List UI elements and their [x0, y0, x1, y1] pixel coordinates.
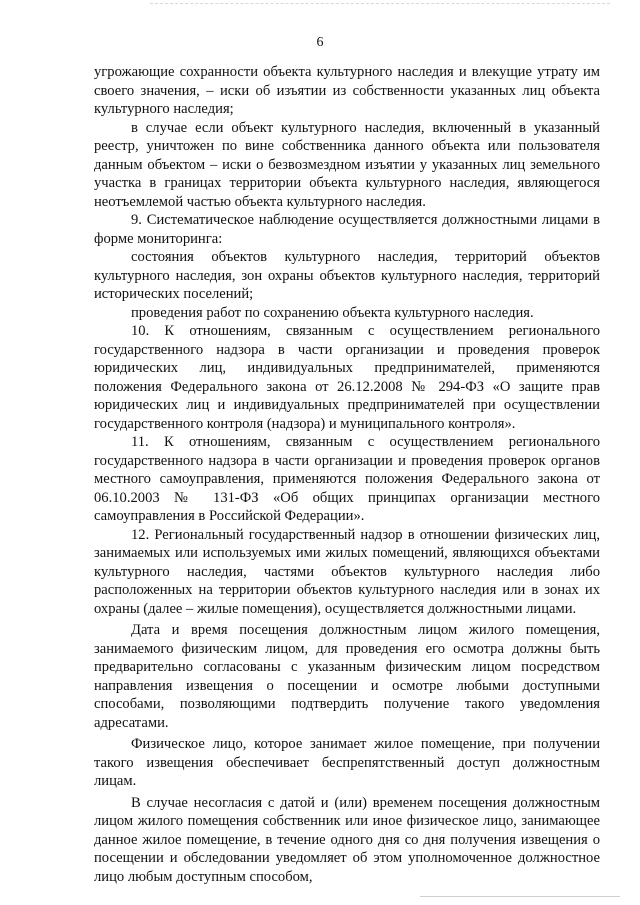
paragraph: проведения работ по сохранению объекта культурного наследия.: [131, 304, 534, 321]
paragraph: в случае если объект культурного наследия, включенный в указанный реестр, уничтожен по вине собственника данного объекта или пользователя данным объектом – иски о безвозмездном изъятии у указанных лиц земельного участка в границах территории объекта культурного наследия, являющегося неотъемлемой частью объекта культурного наследия.: [94, 119, 600, 210]
document-body: [94, 63, 600, 886]
page-number: 6: [316, 35, 324, 50]
paragraph: Дата и время посещения должностным лицом жилого помещения, занимаемого физическим лицом, для проведения его осмотра должны быть предварительно согласованы с указанным физическим лицом посредством направления извещения о посещении и осмотре любыми доступными способами, позволяющими подтвердить получение такого уведомления адресатами.: [94, 622, 600, 731]
paragraph-continuation: угрожающие сохранности объекта культурного наследия и влекущие утрату им своего значения, – иски об изъятии из собственности указанных лиц объекта культурного наследия;: [94, 64, 600, 117]
paragraph: Физическое лицо, которое занимает жилое помещение, при получении такого извещения обеспечивает беспрепятственный доступ должностным лицам.: [94, 736, 600, 789]
scan-artifact-bottom: [420, 896, 620, 897]
paragraph: В случае несогласия с датой и (или) временем посещения должностным лицом жилого помещения собственник или иное физическое лицо, занимающее данное жилое помещение, в течение одного дня со дня получения извещения о посещении и обследовании уведомляет об этом уполномоченное должностное лицо любым доступным способом,: [94, 794, 600, 885]
scan-artifact-top: [150, 3, 610, 4]
paragraph-item-12: 12. Региональный государственный надзор в отношении физических лиц, занимаемых или используемых ими жилых помещений, являющихся объектами культурного наследия, частями объектов культурного наследия либо расположенных на территории объектов культурного наследия или в зонах их охраны (далее – жилые помещения), осуществляется должностными лицами.: [94, 526, 600, 617]
paragraph-item-11: 11. К отношениям, связанным с осуществлением регионального государственного надзора в части организации и проведения проверок органов местного самоуправления, применяются положения Федерального закона от 06.10.2003 № 131-ФЗ «Об общих принципах организации местного самоуправления в Российской Федерации».: [94, 434, 600, 524]
paragraph: состояния объектов культурного наследия, территорий объектов культурного наследия, зон охраны объектов культурного наследия, территорий исторических поселений;: [94, 249, 600, 302]
paragraph-item-9: 9. Систематическое наблюдение осуществляется должностными лицами в форме мониторинга:: [94, 212, 600, 247]
paragraph-item-10: 10. К отношениям, связанным с осуществлением регионального государственного надзора в части организации и проведения проверок юридических лиц, индивидуальных предпринимателей, применяются положения Федерального закона от 26.12.2008 № 294-ФЗ «О защите прав юридических лиц и индивидуальных предпринимателей при осуществлении государственного контроля (надзора) и муниципального контроля».: [94, 323, 600, 432]
